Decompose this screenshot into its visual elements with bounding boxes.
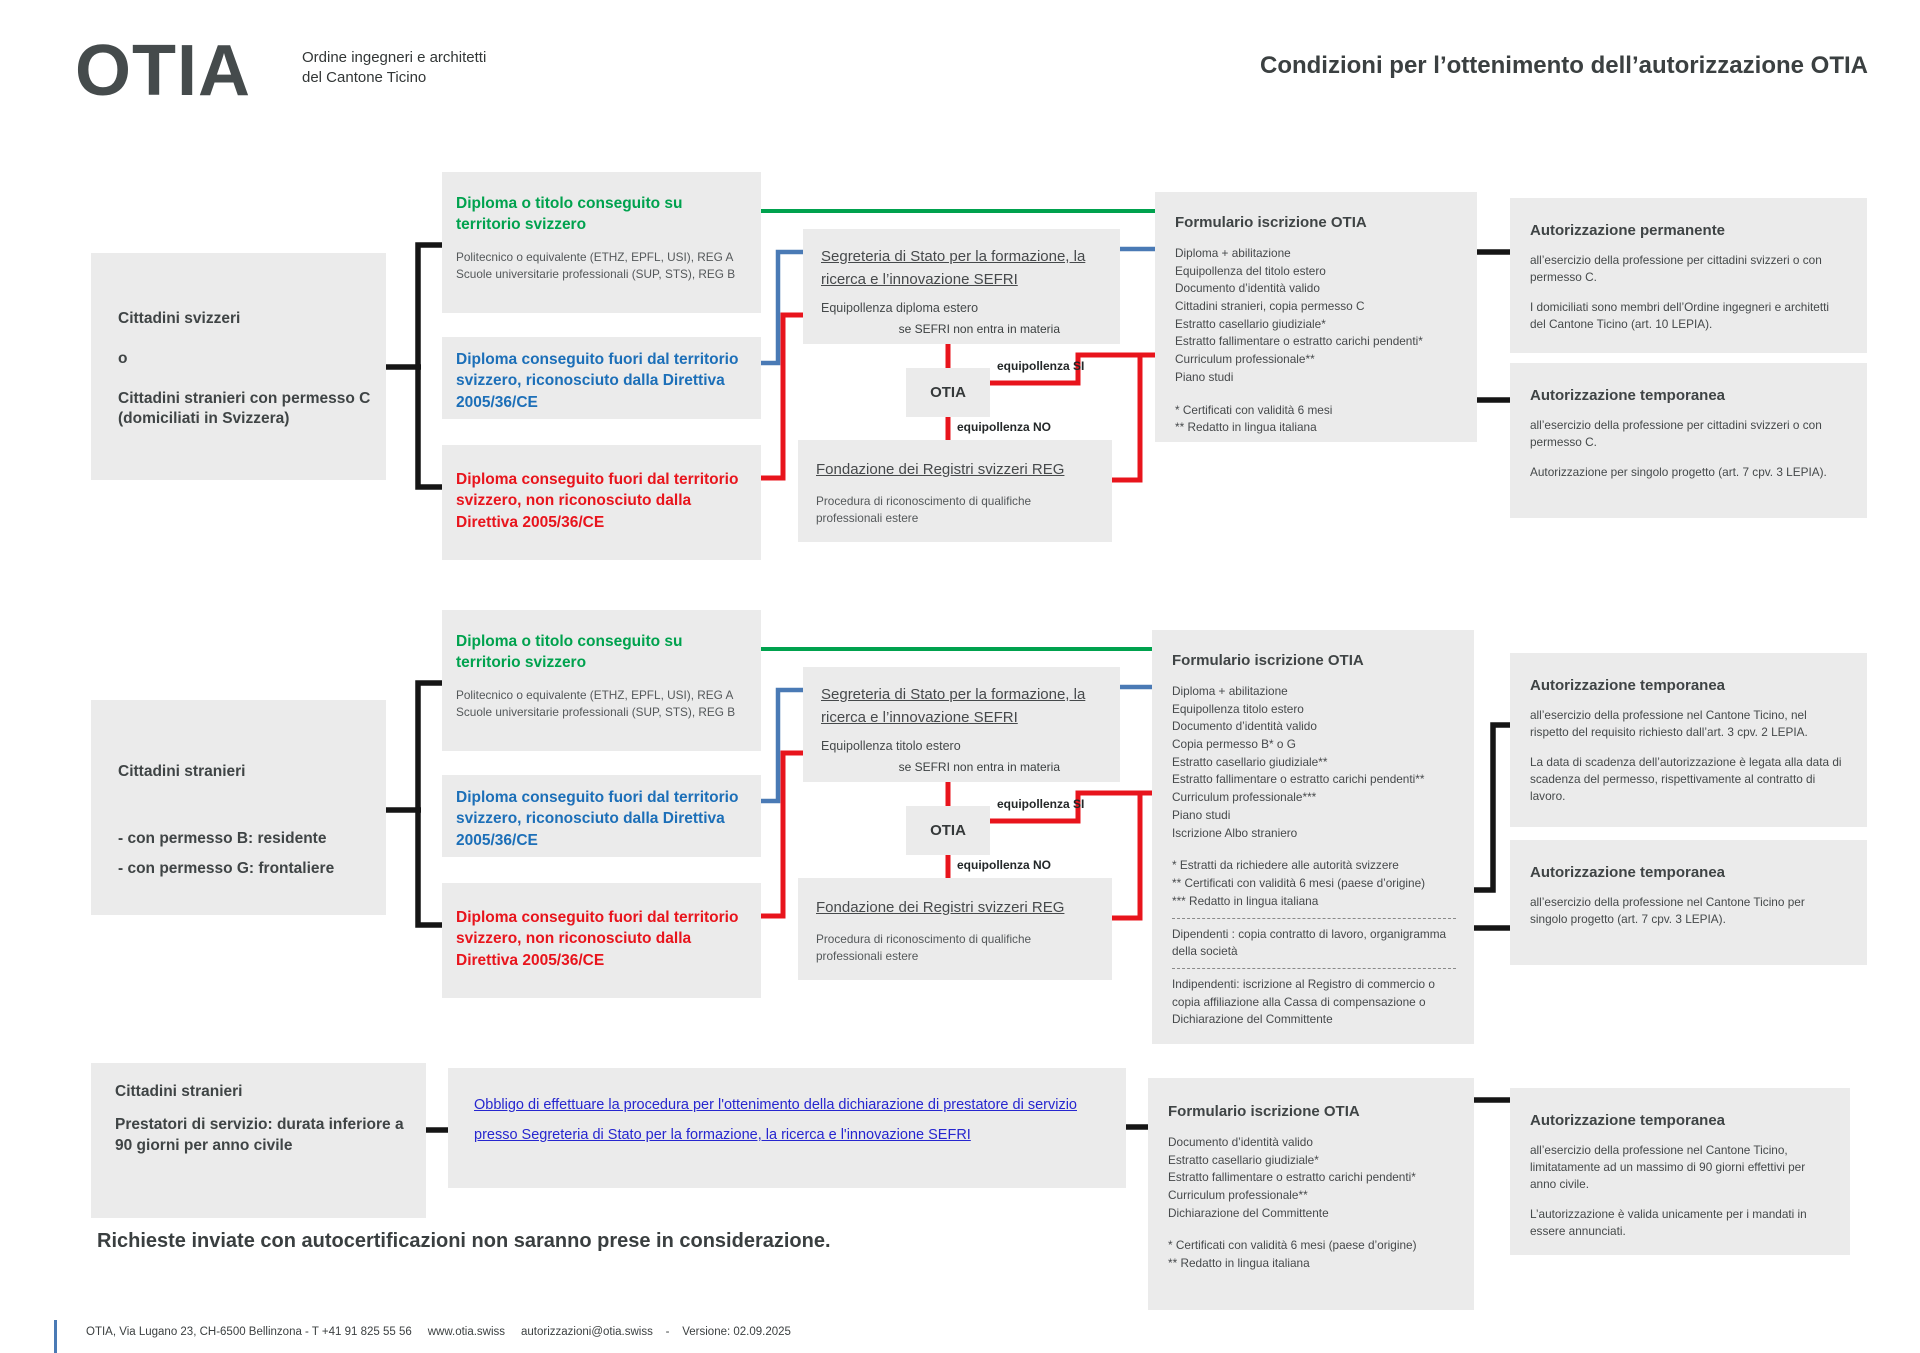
row2-form-items: Diploma + abilitazione Equipollenza titolo estero Documento d’identità valido Copia permesso B* o G Estratto casellario giudiziale** Estratto fallimentare o estratto carichi pendenti** Curriculum professionale*** Piano studi Iscrizione Albo straniero [1172,684,1425,840]
row1-form-notes: * Certificati con validità 6 mesi ** Redatto in lingua italiana [1175,402,1333,435]
row1-authorization-permanent-p1: all’esercizio della professione per cittadini svizzeri o con permesso C. [1530,253,1822,285]
row2-reg-title: Fondazione dei Registri svizzeri REG [816,899,1065,916]
row1-subject-or: o [118,350,128,368]
row2-diploma-not-recognized-title: Diploma conseguito fuori dal territorio svizzero, non riconosciuto dalla Direttiva 2005/36/CE [456,909,739,969]
row2-form-title: Formulario iscrizione OTIA [1172,652,1364,669]
row2-reg-detail: Procedura di riconoscimento di qualifiche professionali estere [816,931,1032,963]
row1-diploma-not-recognized-box [442,445,761,560]
row2-sefri-fallback-label: se SEFRI non entra in materia [898,760,1060,774]
blue-margin-tick [54,1320,57,1353]
row2-authorization-temporary1-p1: all’esercizio della professione nel Cantone Ticino, nel rispetto del requisito richiesto dall’art. 3 cpv. 2 LEPIA. [1530,708,1808,740]
row1-sefri-box [803,229,1120,344]
row1-form-box [1155,192,1477,442]
row2-subject-line1: Cittadini stranieri [118,763,246,780]
row1-diploma-swiss-title: Diploma o titolo conseguito su territorio svizzero [456,195,683,234]
row2-equivalence-no-label: equipollenza NO [957,858,1052,872]
row2-diploma-recognized-box [442,775,761,857]
row1-reg-box [798,440,1112,542]
row2-authorization-temporary1-p2: La data di scadenza dell’autorizzazione è legata alla data di scadenza del permesso, rispettivamente al contratto di lavoro. [1530,755,1842,804]
row1-subject-line1: Cittadini svizzeri [118,310,241,327]
row2-authorization-temporary2-title: Autorizzazione temporanea [1530,864,1726,881]
row2-diploma-swiss-box [442,610,761,751]
row3-authorization-temporary-title: Autorizzazione temporanea [1530,1112,1726,1129]
footer-contact-line: OTIA, Via Lugano 23, CH-6500 Bellinzona - T +41 91 825 55 56 www.otia.swiss autorizzazioni@otia.swiss - Versione: 02.09.2025 [86,1326,791,1338]
row3-authorization-temporary-box [1510,1088,1850,1255]
row2-reg-box [798,878,1112,980]
row3-subject-line1: Cittadini stranieri [115,1083,243,1100]
row2-sefri-title: Segreteria di Stato per la formazione, la ricerca e l’innovazione SEFRI [821,686,1086,726]
row3-form-title: Formulario iscrizione OTIA [1168,1103,1360,1120]
row1-diploma-recognized-box [442,337,761,419]
row2-form-divider1 [1172,918,1456,919]
row1-subject-line2: Cittadini stranieri con permesso C (domiciliati in Svizzera) [118,390,371,428]
row1-diploma-not-recognized-title: Diploma conseguito fuori dal territorio svizzero, non riconosciuto dalla Direttiva 2005/36/CE [456,471,739,531]
row3-procedure-box [448,1068,1126,1188]
row3-form-box [1148,1078,1474,1310]
row2-subject-permits: - con permesso B: residente - con permesso G: frontaliere [118,830,335,878]
row1-equivalence-yes-label: equipollenza SI [997,359,1085,373]
row2-authorization-temporary1-box [1510,653,1867,827]
logo-tagline [302,48,486,89]
self-certification-warning: Richieste inviate con autocertificazioni non saranno prese in considerazione. [97,1230,831,1252]
row3-subject-line2: Prestatori di servizio: durata inferiore a 90 giorni per anno civile [115,1116,404,1154]
row1-reg-detail: Procedura di riconoscimento di qualifiche professionali estere [816,493,1032,525]
row1-authorization-temporary-box [1510,363,1867,518]
row2-form-employees: Dipendenti : copia contratto di lavoro, organigramma della società [1172,927,1447,959]
row2-form-box [1152,630,1474,1044]
row1-otia-node [906,368,990,417]
row1-otia-node-label: OTIA [930,384,966,401]
row3-subject-box [91,1063,426,1218]
row1-form-items: Diploma + abilitazione Equipollenza del titolo estero Documento d’identità valido Cittadini stranieri, copia permesso C Estratto casellario giudiziale* Estratto fallimentare o estratto carichi pendenti* Curriculum professionale** Piano studi [1175,246,1423,384]
row1-sefri-title: Segreteria di Stato per la formazione, la ricerca e l’innovazione SEFRI [821,248,1086,288]
row1-sefri-equivalence-label: Equipollenza diploma estero [821,301,979,315]
row2-authorization-temporary2-box [1510,840,1867,965]
logo-tagline-line2: del Cantone Ticino [302,69,427,87]
row1-diploma-swiss-box [442,172,761,313]
row3-form-items: Documento d’identità valido Estratto casellario giudiziale* Estratto fallimentare o estratto carichi pendenti* Curriculum professionale** Dichiarazione del Committente [1168,1135,1416,1220]
row2-sefri-box [803,667,1120,782]
row3-authorization-temporary-p1: all’esercizio della professione nel Cantone Ticino, limitatamente ad un massimo di 90 giorni effettivi per anno civile. [1530,1143,1806,1192]
row3-sefri-procedure-link[interactable]: Obbligo di effettuare la procedura per l'ottenimento della dichiarazione di prestatore di servizio presso Segreteria di Stato per la formazione, la ricerca e l'innovazione SEFRI [474,1097,1077,1143]
logo-tagline-line1: Ordine ingegneri e architetti [302,49,487,66]
row2-diploma-swiss-title: Diploma o titolo conseguito su territorio svizzero [456,633,683,672]
row2-form-divider2 [1172,968,1456,969]
otia-logo: OTIA [75,31,251,111]
row3-authorization-temporary-p2: L’autorizzazione è valida unicamente per i mandati in essere annunciati. [1530,1207,1807,1239]
row1-equivalence-no-label: equipollenza NO [957,420,1052,434]
row2-diploma-not-recognized-box [442,883,761,998]
row2-diploma-recognized-title: Diploma conseguito fuori dal territorio svizzero, riconosciuto dalla Direttiva 2005/36/CE [456,789,739,849]
row1-authorization-permanent-p2: I domiciliati sono membri dell’Ordine ingegneri e architetti del Cantone Ticino (art. 10 LEPIA). [1530,300,1829,332]
row1-authorization-temporary-p2: Autorizzazione per singolo progetto (art. 7 cpv. 3 LEPIA). [1530,465,1827,480]
row2-otia-node [906,806,990,855]
row2-authorization-temporary1-title: Autorizzazione temporanea [1530,677,1726,694]
row2-authorization-temporary2-p1: all’esercizio della professione nel Cantone Ticino per singolo progetto (art. 7 cpv. 3 LEPIA). [1530,895,1805,927]
row3-form-notes: * Certificati con validità 6 mesi (paese d’origine) ** Redatto in lingua italiana [1168,1238,1417,1271]
row1-reg-title: Fondazione dei Registri svizzeri REG [816,461,1065,478]
row2-equivalence-yes-label: equipollenza SI [997,797,1085,811]
page-title: Condizioni per l’ottenimento dell’autorizzazione OTIA [1259,52,1868,79]
row1-authorization-permanent-title: Autorizzazione permanente [1530,222,1726,239]
row1-sefri-fallback-label: se SEFRI non entra in materia [898,322,1060,336]
row2-form-independents: Indipendenti: iscrizione al Registro di commercio o copia affiliazione alla Cassa di compensazione o Dichiarazione del Committente [1172,977,1435,1026]
row2-sefri-equivalence-label: Equipollenza titolo estero [821,739,961,753]
row2-otia-node-label: OTIA [930,822,966,839]
row1-subject-box [91,253,386,480]
row1-diploma-recognized-title: Diploma conseguito fuori dal territorio svizzero, riconosciuto dalla Direttiva 2005/36/CE [456,351,739,411]
row2-diploma-swiss-detail: Politecnico o equivalente (ETHZ, EPFL, USI), REG A Scuole universitarie professionali (SUP, STS), REG B [456,687,736,719]
row1-authorization-permanent-box [1510,198,1867,353]
row1-diploma-swiss-detail: Politecnico o equivalente (ETHZ, EPFL, USI), REG A Scuole universitarie professionali (SUP, STS), REG B [456,249,736,281]
row2-form-notes: * Estratti da richiedere alle autorità svizzere ** Certificati con validità 6 mesi (paese d’origine) *** Redatto in lingua italiana [1172,858,1426,908]
row1-authorization-temporary-title: Autorizzazione temporanea [1530,387,1726,404]
row2-subject-box [91,700,386,915]
row1-authorization-temporary-p1: all’esercizio della professione per cittadini svizzeri o con permesso C. [1530,418,1822,450]
row1-form-title: Formulario iscrizione OTIA [1175,214,1367,231]
